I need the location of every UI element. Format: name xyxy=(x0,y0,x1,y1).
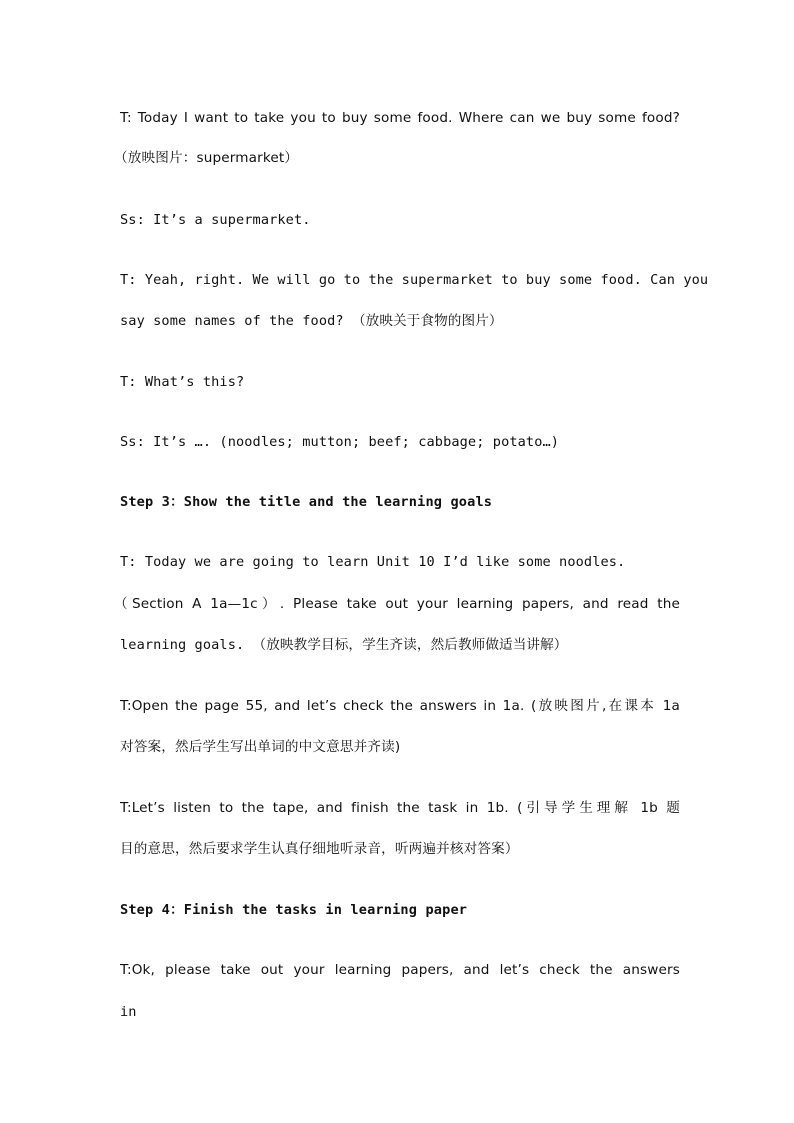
line-show-supermarket: （放映图片：supermarket） xyxy=(114,150,299,166)
line-learning-goals: learning goals. （放映教学目标，学生齐读，然后教师做适当讲解） xyxy=(120,637,568,653)
line-listen-twice: 目的意思，然后要求学生认真仔细地听录音，听两遍并核对答案） xyxy=(120,841,519,857)
line-whats-this: T: What’s this? xyxy=(120,374,245,390)
line-open-page: T:Open the page 55, and let’s check the answers in 1a. (放映图片,在课本 1a xyxy=(120,698,680,714)
line-listen-tape: T:Let’s listen to the tape, and finish the task in 1b. (引导学生理解 1b 题 xyxy=(120,800,680,816)
line-students-its: Ss: It’s …. (noodles; mutton; beef; cabbage; potato…) xyxy=(120,434,560,450)
line-teacher-yeah: T: Yeah, right. We will go to the supermarket to buy some food. Can you xyxy=(120,272,709,288)
heading-step-3: Step 3：Show the title and the learning goals xyxy=(120,494,493,510)
line-ok-learning-papers: T:Ok, please take out your learning papers, and let’s check the answers xyxy=(120,962,680,978)
line-section-a: （Section A 1a—1c）. Please take out your learning papers, and read the xyxy=(114,596,680,612)
line-names-of-food: say some names of the food? （放映关于食物的图片） xyxy=(120,313,503,329)
line-today-learn-unit: T: Today we are going to learn Unit 10 I’d like some noodles. xyxy=(120,554,626,570)
heading-step-4: Step 4：Finish the tasks in learning paper xyxy=(120,902,468,918)
line-check-answers-1a: 对答案，然后学生写出单词的中文意思并齐读) xyxy=(120,739,401,755)
line-students-supermarket: Ss: It’s a supermarket. xyxy=(120,212,311,228)
line-teacher-intro: T: Today I want to take you to buy some food. Where can we buy some food? xyxy=(120,110,680,126)
line-in: in xyxy=(120,1004,137,1020)
